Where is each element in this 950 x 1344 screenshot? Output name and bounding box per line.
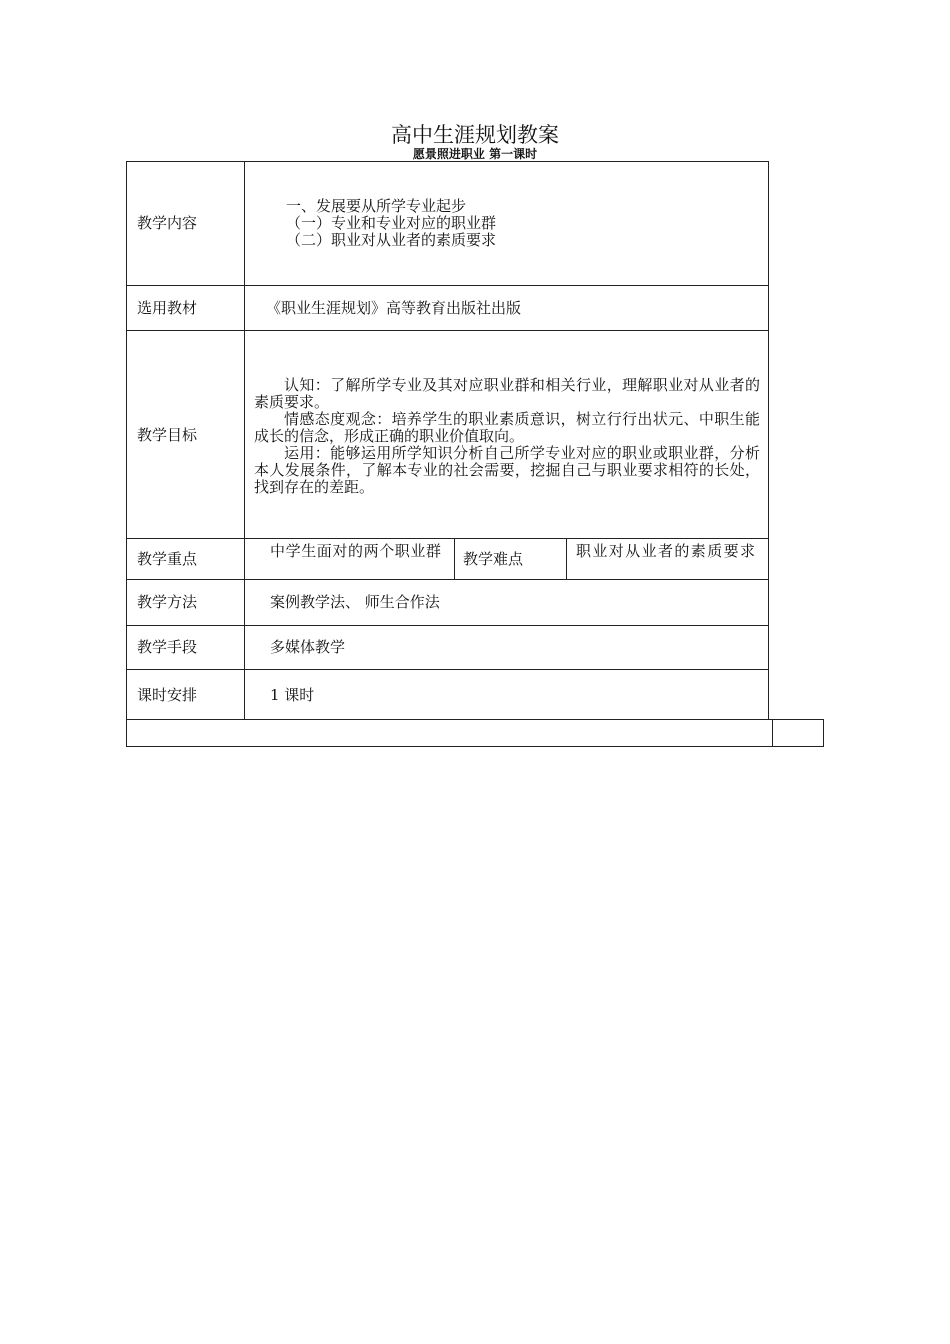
document-subtitle: 愿景照进职业 第一课时 (412, 147, 538, 161)
means-label: 教学手段 (137, 638, 198, 656)
schedule-value: 1 课时 (270, 686, 315, 704)
content-line-1: 一、发展要从所学专业起步 (286, 197, 467, 215)
table-divider (126, 538, 769, 539)
key-points-label: 教学重点 (137, 550, 198, 568)
table-divider (454, 538, 455, 579)
table-divider (126, 579, 769, 580)
methods-label: 教学方法 (137, 593, 198, 611)
content-line-3: （二）职业对从业者的素质要求 (286, 231, 497, 249)
objectives-text (254, 377, 760, 496)
table-divider (566, 538, 567, 579)
trailing-row (126, 719, 824, 747)
methods-value: 案例教学法、 师生合作法 (270, 593, 440, 611)
table-divider (244, 161, 245, 720)
objectives-label: 教学目标 (137, 426, 198, 444)
objective-cognition: 认知：了解所学专业及其对应职业群和相关行业，理解职业对从业者的素质要求。 (254, 376, 760, 411)
table-divider (126, 669, 769, 670)
schedule-label: 课时安排 (137, 686, 198, 704)
table-divider (126, 285, 769, 286)
content-label: 教学内容 (137, 214, 198, 232)
key-points-value: 中学生面对的两个职业群 (270, 542, 442, 560)
textbook-label: 选用教材 (137, 299, 198, 317)
document-title: 高中生涯规划教案 (391, 123, 559, 147)
objective-attitude: 情感态度观念：培养学生的职业素质意识，树立行行出状元、中职生能成长的信念，形成正确的职业价值取向。 (254, 410, 760, 445)
textbook-value: 《职业生涯规划》高等教育出版社出版 (266, 299, 522, 317)
table-divider (126, 330, 769, 331)
content-line-2: （一）专业和专业对应的职业群 (286, 214, 497, 232)
table-divider (126, 625, 769, 626)
means-value: 多媒体教学 (270, 638, 346, 656)
table-divider (772, 719, 773, 747)
difficulty-label: 教学难点 (463, 550, 524, 568)
difficulty-value: 职业对从业者的素质要求 (576, 542, 757, 560)
objective-application: 运用：能够运用所学知识分析自己所学专业对应的职业或职业群，分析本人发展条件，了解本专业的社会需要，挖掘自己与职业要求相符的长处，找到存在的差距。 (254, 444, 760, 496)
